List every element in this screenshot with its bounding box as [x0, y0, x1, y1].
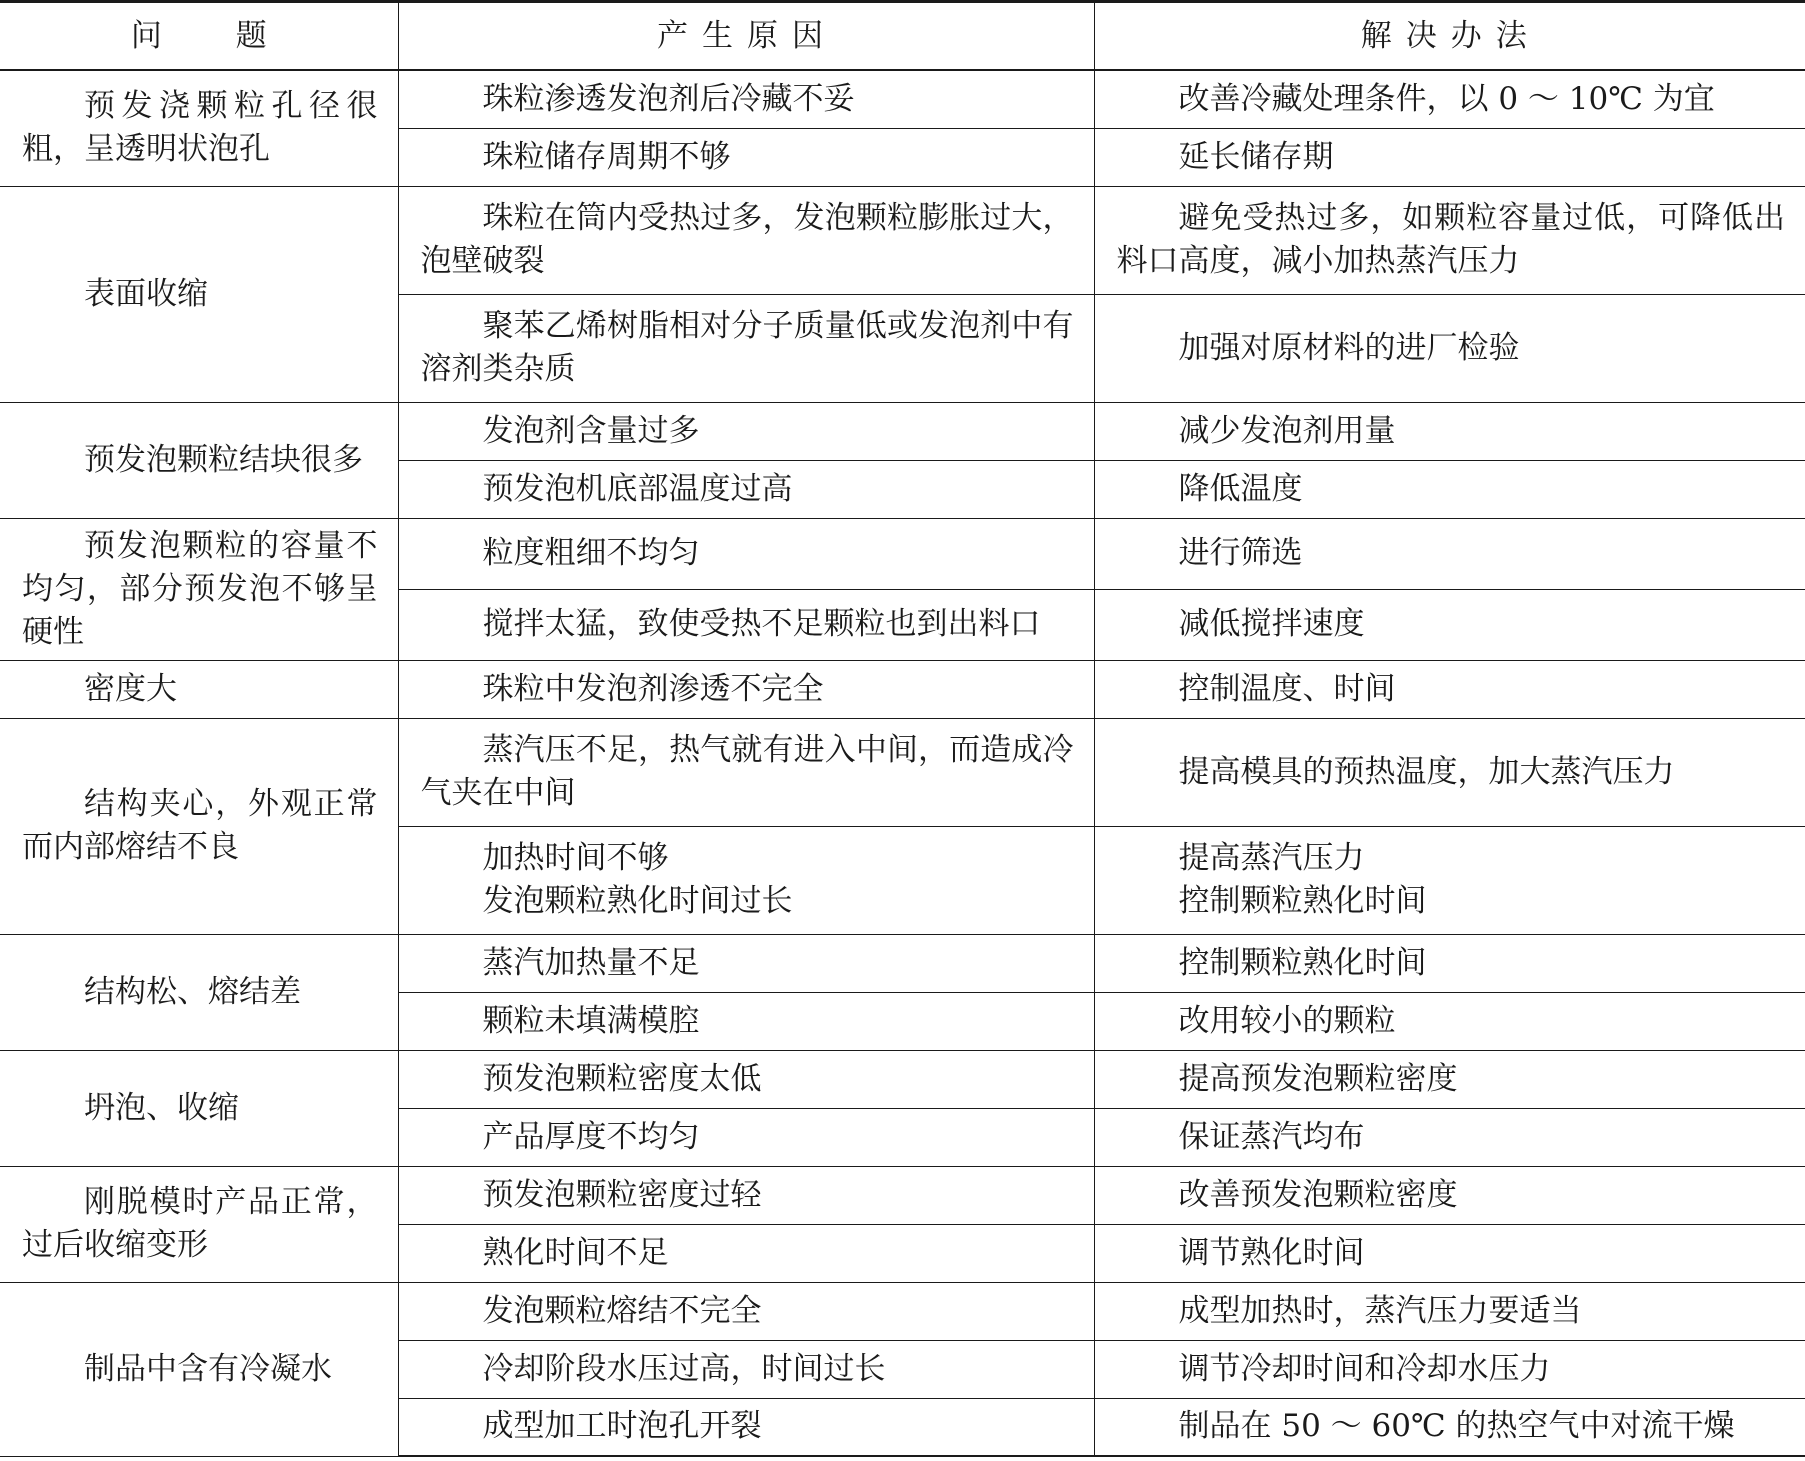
cause-text: 珠粒中发泡剂渗透不完全: [482, 670, 824, 707]
problem-text: 预发泡颗粒结块很多: [84, 441, 363, 478]
solution-cell: [1094, 826, 1805, 934]
solution-cell: [1094, 128, 1805, 186]
cause-cell: [398, 1398, 1094, 1456]
table-body: [0, 70, 1805, 1456]
solution-cell: [1094, 718, 1805, 826]
solution-text: 改善冷藏处理条件，以 0 ～ 10℃ 为宜: [1178, 80, 1715, 117]
cause-cell: [398, 460, 1094, 518]
problem-text: 预发浇颗粒孔径很粗，呈透明状泡孔: [22, 88, 378, 168]
solution-text: 控制温度、时间: [1178, 670, 1396, 707]
cause-cell: [398, 186, 1094, 294]
cause-cell: [398, 518, 1094, 589]
cause-text: 发泡颗粒熔结不完全: [482, 1292, 762, 1329]
solution-cell: [1094, 402, 1805, 460]
table-row: [0, 934, 1805, 992]
problem-cell: [0, 718, 398, 934]
solution-cell: [1094, 1224, 1805, 1282]
cause-cell: [398, 402, 1094, 460]
solution-cell: [1094, 992, 1805, 1050]
solution-cell: [1094, 518, 1805, 589]
table-row: [0, 186, 1805, 294]
cause-text: 发泡剂含量过多: [482, 412, 700, 449]
table-row: [0, 1282, 1805, 1340]
solution-cell: [1094, 460, 1805, 518]
solution-cell: [1094, 70, 1805, 128]
cause-cell: [398, 128, 1094, 186]
solution-text: 提高模具的预热温度，加大蒸汽压力: [1178, 753, 1675, 790]
solution-cell: [1094, 1108, 1805, 1166]
cause-text: 珠粒在筒内受热过多，发泡颗粒膨胀过大，泡壁破裂: [420, 200, 1074, 279]
solution-cell: [1094, 660, 1805, 718]
problem-cell: [0, 518, 398, 660]
solution-cell: [1094, 1340, 1805, 1398]
cause-cell: [398, 934, 1094, 992]
problem-cell: [0, 1282, 398, 1456]
problem-text: 预发泡颗粒的容量不均匀，部分预发泡不够呈硬性: [22, 527, 378, 650]
solution-text: 延长储存期: [1178, 138, 1334, 175]
cause-text: 预发泡机底部温度过高: [482, 470, 793, 507]
cause-text: 预发泡颗粒密度过轻: [482, 1176, 762, 1213]
table-row: [0, 660, 1805, 718]
problem-text: 坍泡、收缩: [84, 1089, 239, 1126]
problem-cell: [0, 186, 398, 402]
header-row: [0, 2, 1805, 71]
solution-text: 调节冷却时间和冷却水压力: [1178, 1350, 1551, 1387]
cause-cell: [398, 1108, 1094, 1166]
cause-text: 蒸汽压不足，热气就有进入中间，而造成冷气夹在中间: [420, 732, 1074, 811]
table-row: [0, 518, 1805, 589]
problem-text: 制品中含有冷凝水: [84, 1350, 332, 1387]
problem-text: 结构夹心，外观正常而内部熔结不良: [22, 786, 378, 865]
cause-text: 成型加工时泡孔开裂: [482, 1408, 762, 1445]
cause-text: 产品厚度不均匀: [482, 1118, 700, 1155]
table-row: [0, 1050, 1805, 1108]
cause-text: 加热时间不够: [482, 840, 669, 876]
solution-cell: [1094, 186, 1805, 294]
table-header: [0, 2, 1805, 71]
solution-text: 保证蒸汽均布: [1178, 1118, 1365, 1155]
solution-text: 进行筛选: [1178, 535, 1303, 571]
cause-cell: [398, 1166, 1094, 1224]
problem-cell: [0, 70, 398, 186]
table-row: [0, 718, 1805, 826]
cause-cell: [398, 1282, 1094, 1340]
solution-text: 成型加热时，蒸汽压力要适当: [1178, 1292, 1582, 1329]
header-problem: 问 题: [0, 2, 398, 71]
cause-text: 粒度粗细不均匀: [482, 535, 700, 571]
solution-text: 调节熟化时间: [1178, 1234, 1365, 1271]
solution-cell: [1094, 934, 1805, 992]
cause-cell: [398, 70, 1094, 128]
problem-cell: [0, 1050, 398, 1166]
solution-text: 控制颗粒熟化时间: [1178, 944, 1427, 981]
solution-text: 改用较小的颗粒: [1178, 1002, 1396, 1039]
table-row: [0, 402, 1805, 460]
cause-cell: [398, 589, 1094, 660]
solution-text: 控制颗粒熟化时间: [1178, 883, 1427, 919]
header-cause: 产生原因: [398, 2, 1094, 71]
cause-cell: [398, 660, 1094, 718]
cause-text: 蒸汽加热量不足: [482, 944, 700, 981]
problem-cell: [0, 1166, 398, 1282]
solution-text: 制品在 50 ～ 60℃ 的热空气中对流干燥: [1178, 1408, 1735, 1445]
solution-text: 提高蒸汽压力: [1178, 840, 1365, 876]
cause-text: 熟化时间不足: [482, 1234, 669, 1271]
solution-text: 改善预发泡颗粒密度: [1178, 1176, 1458, 1213]
cause-cell: [398, 294, 1094, 402]
cause-text: 预发泡颗粒密度太低: [482, 1060, 762, 1097]
problem-text: 密度大: [84, 670, 177, 707]
problem-text: 表面收缩: [84, 275, 208, 312]
solution-text: 减少发泡剂用量: [1178, 412, 1396, 449]
cause-cell: [398, 718, 1094, 826]
solution-text: 避免受热过多，如颗粒容量过低，可降低出料口高度，减小加热蒸汽压力: [1116, 200, 1785, 279]
cause-cell: [398, 992, 1094, 1050]
solution-cell: [1094, 294, 1805, 402]
cause-text: 珠粒储存周期不够: [482, 138, 731, 175]
table-row: [0, 70, 1805, 128]
cause-text: 聚苯乙烯树脂相对分子质量低或发泡剂中有溶剂类杂质: [420, 308, 1074, 387]
problem-text: 结构松、熔结差: [84, 973, 301, 1010]
cause-cell: [398, 1340, 1094, 1398]
solution-text: 降低温度: [1178, 470, 1303, 507]
problem-cell: [0, 660, 398, 718]
problem-text: 刚脱模时产品正常，过后收缩变形: [22, 1184, 378, 1263]
cause-text: 发泡颗粒熟化时间过长: [482, 883, 793, 919]
cause-text: 颗粒未填满模腔: [482, 1002, 700, 1039]
cause-text: 搅拌太猛，致使受热不足颗粒也到出料口: [482, 606, 1041, 642]
solution-cell: [1094, 589, 1805, 660]
cause-text: 珠粒渗透发泡剂后冷藏不妥: [482, 80, 855, 117]
cause-cell: [398, 1050, 1094, 1108]
header-solution: 解决办法: [1094, 2, 1805, 71]
solution-cell: [1094, 1398, 1805, 1456]
cause-cell: [398, 826, 1094, 934]
solution-cell: [1094, 1050, 1805, 1108]
cause-text: 冷却阶段水压过高，时间过长: [482, 1350, 886, 1387]
solution-cell: [1094, 1166, 1805, 1224]
solution-text: 提高预发泡颗粒密度: [1178, 1060, 1458, 1097]
problem-cell: [0, 934, 398, 1050]
solution-text: 加强对原材料的进厂检验: [1178, 329, 1520, 366]
solution-cell: [1094, 1282, 1805, 1340]
solution-text: 减低搅拌速度: [1178, 606, 1365, 642]
cause-cell: [398, 1224, 1094, 1282]
problem-cell: [0, 402, 398, 518]
table-row: [0, 1166, 1805, 1224]
